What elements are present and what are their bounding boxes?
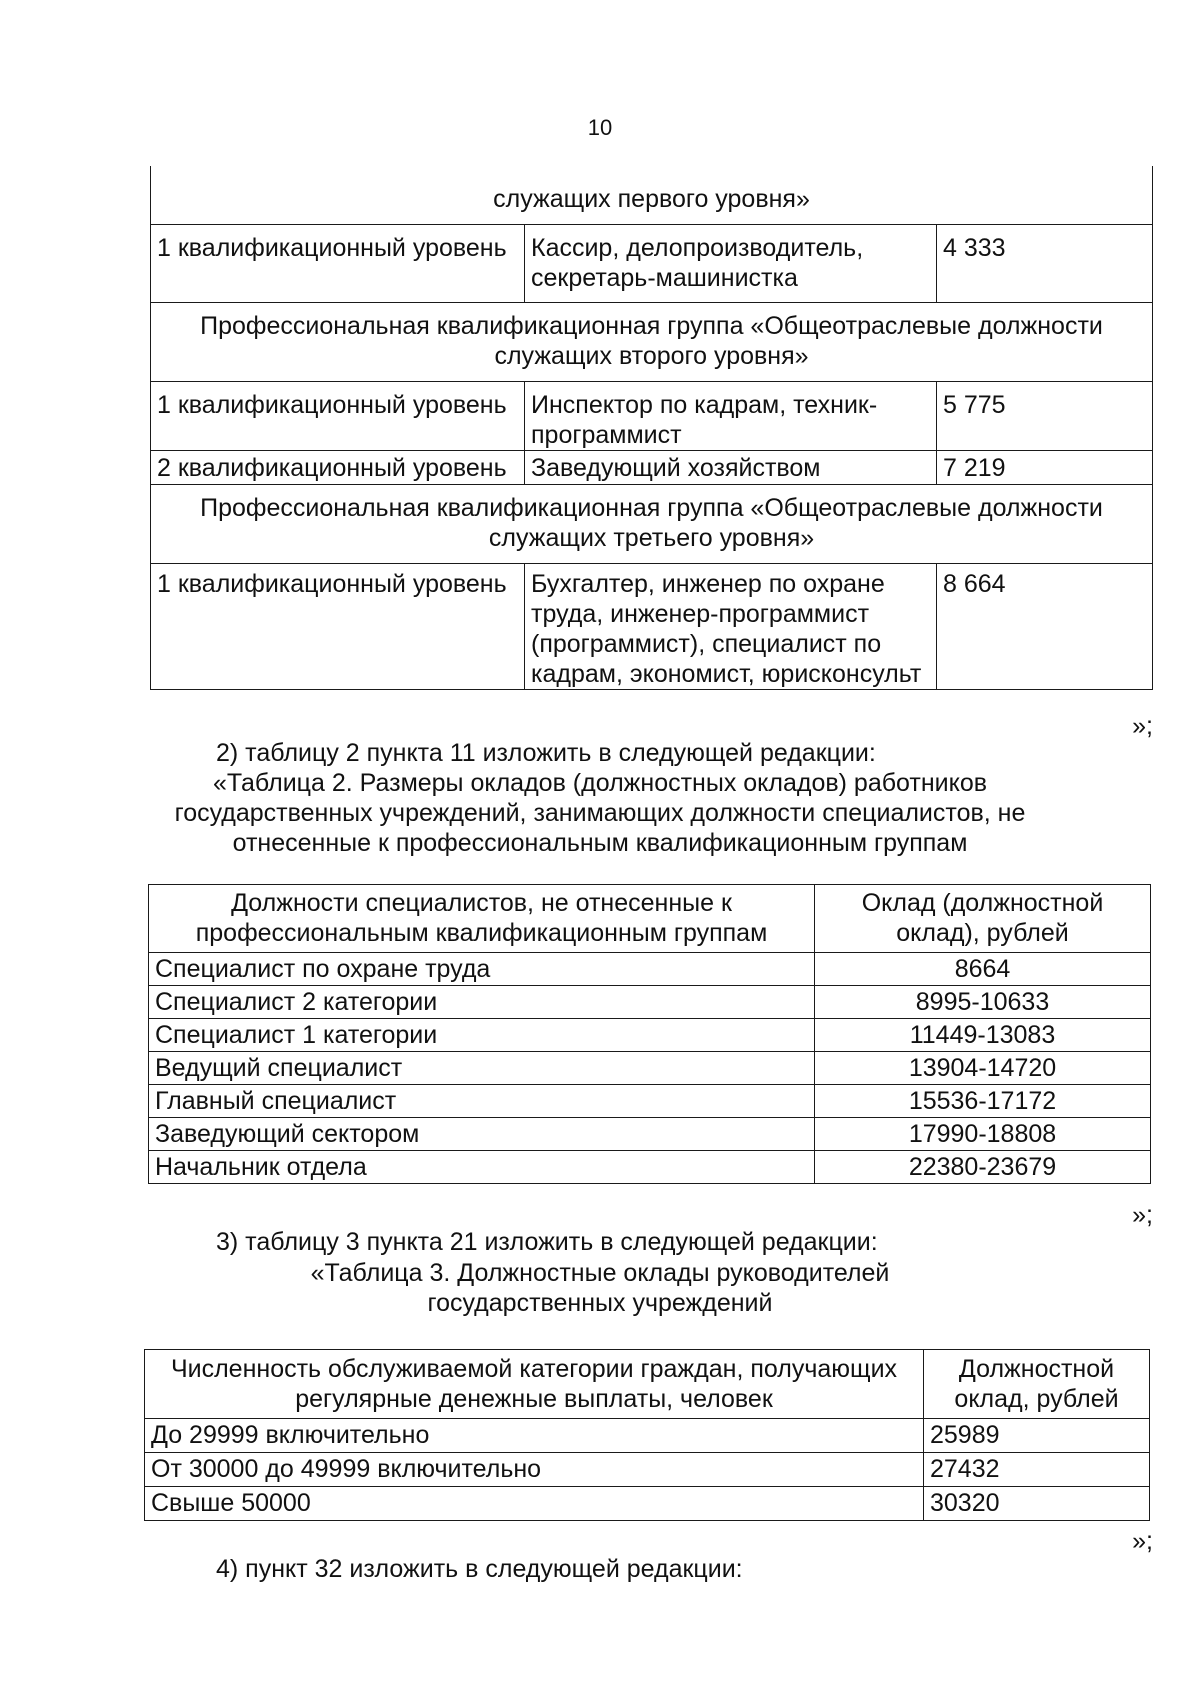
table3-title-line1: «Таблица 3. Должностные оклады руководителей — [310, 1259, 890, 1287]
salary-cell: 8664 — [815, 953, 1151, 986]
table-row — [145, 1419, 1150, 1453]
closing-quote: »; — [1132, 1201, 1153, 1229]
table2-title-line1: «Таблица 2. Размеры окладов (должностных окладов) работников — [212, 769, 988, 797]
qualification-groups-table — [150, 166, 1153, 690]
table-row — [149, 986, 1151, 1019]
position-cell: Специалист 1 категории — [149, 1019, 815, 1052]
salary-cell: 17990-18808 — [815, 1118, 1151, 1151]
salary-cell: 27432 — [924, 1453, 1150, 1487]
qualification-level: 2 квалификационный уровень — [151, 451, 525, 485]
salary-cell: 4 333 — [937, 225, 1153, 303]
table-row — [151, 564, 1153, 690]
managers-salary-table — [144, 1349, 1150, 1521]
table2-title-line2: государственных учреждений, занимающих должности специалистов, не — [174, 799, 1026, 827]
position-cell: Заведующий сектором — [149, 1118, 815, 1151]
position-cell: Специалист по охране труда — [149, 953, 815, 986]
table-header-row — [149, 885, 1151, 953]
table-row — [149, 1019, 1151, 1052]
column-header-position: Должности специалистов, не отнесенные к профессиональным квалификационным группам — [149, 885, 815, 953]
group-heading: Профессиональная квалификационная группа «Общеотраслевые должности служащих третьего уровня» — [151, 485, 1153, 564]
table-row — [149, 1118, 1151, 1151]
column-header-salary: Должностной оклад, рублей — [924, 1350, 1150, 1419]
position-cell: Главный специалист — [149, 1085, 815, 1118]
table-row — [145, 1487, 1150, 1521]
table-row — [151, 451, 1153, 485]
table-row — [151, 303, 1153, 382]
table-row — [149, 1151, 1151, 1184]
closing-quote: »; — [1132, 1527, 1153, 1555]
salary-cell: 13904-14720 — [815, 1052, 1151, 1085]
column-header-count: Численность обслуживаемой категории граждан, получающих регулярные денежные выплаты, человек — [145, 1350, 924, 1419]
column-header-salary: Оклад (должностной оклад), рублей — [815, 885, 1151, 953]
group-heading: Профессиональная квалификационная группа «Общеотраслевые должности служащих второго уровня» — [151, 303, 1153, 382]
paragraph-3: 3) таблицу 3 пункта 21 изложить в следующей редакции: — [216, 1228, 878, 1256]
group-heading: служащих первого уровня» — [151, 166, 1153, 225]
table-row — [151, 485, 1153, 564]
salary-cell: 8 664 — [937, 564, 1153, 690]
range-cell: Свыше 50000 — [145, 1487, 924, 1521]
positions-cell: Бухгалтер, инженер по охране труда, инженер-программист (программист), специалист по кадрам, экономист, юрисконсульт — [525, 564, 937, 690]
salary-cell: 15536-17172 — [815, 1085, 1151, 1118]
table-row — [149, 1085, 1151, 1118]
positions-cell: Кассир, делопроизводитель, секретарь-машинистка — [525, 225, 937, 303]
position-cell: Специалист 2 категории — [149, 986, 815, 1019]
qualification-level: 1 квалификационный уровень — [151, 225, 525, 303]
table-header-row — [145, 1350, 1150, 1419]
page-number: 10 — [587, 115, 613, 140]
range-cell: До 29999 включительно — [145, 1419, 924, 1453]
table-row — [149, 1052, 1151, 1085]
positions-cell: Инспектор по кадрам, техник-программист — [525, 382, 937, 451]
table-row — [151, 166, 1153, 225]
table-row — [145, 1453, 1150, 1487]
salary-cell: 30320 — [924, 1487, 1150, 1521]
paragraph-2: 2) таблицу 2 пункта 11 изложить в следующей редакции: — [216, 739, 876, 767]
qualification-level: 1 квалификационный уровень — [151, 382, 525, 451]
table2-title-line3: отнесенные к профессиональным квалификационным группам — [232, 829, 968, 857]
position-cell: Ведущий специалист — [149, 1052, 815, 1085]
qualification-level: 1 квалификационный уровень — [151, 564, 525, 690]
salary-cell: 22380-23679 — [815, 1151, 1151, 1184]
salary-cell: 7 219 — [937, 451, 1153, 485]
specialists-salary-table — [148, 884, 1151, 1184]
paragraph-4: 4) пункт 32 изложить в следующей редакции: — [216, 1555, 743, 1583]
salary-cell: 5 775 — [937, 382, 1153, 451]
salary-cell: 8995-10633 — [815, 986, 1151, 1019]
table-row — [151, 382, 1153, 451]
salary-cell: 25989 — [924, 1419, 1150, 1453]
range-cell: От 30000 до 49999 включительно — [145, 1453, 924, 1487]
table-row — [149, 953, 1151, 986]
table3-title-line2: государственных учреждений — [427, 1289, 773, 1317]
position-cell: Начальник отдела — [149, 1151, 815, 1184]
closing-quote: »; — [1132, 712, 1153, 740]
table-row — [151, 225, 1153, 303]
positions-cell: Заведующий хозяйством — [525, 451, 937, 485]
salary-cell: 11449-13083 — [815, 1019, 1151, 1052]
